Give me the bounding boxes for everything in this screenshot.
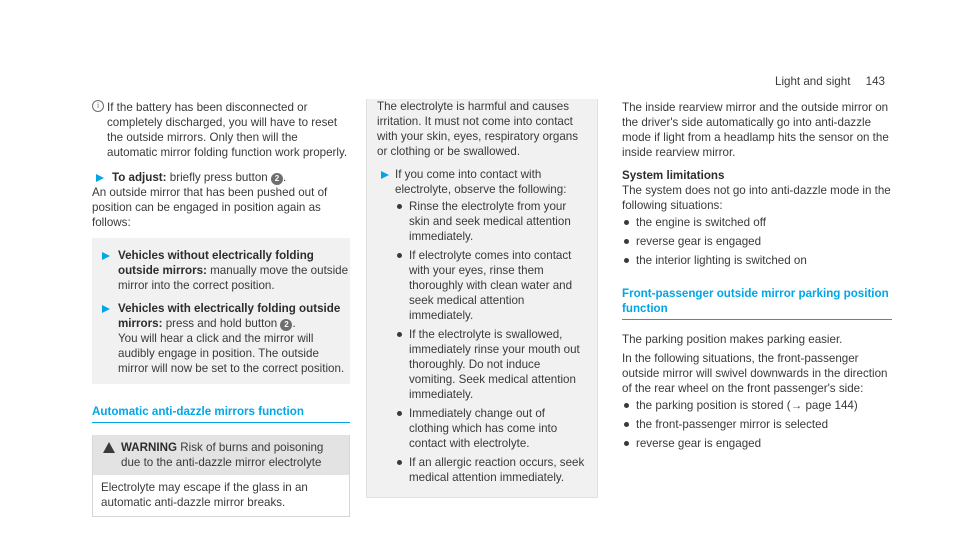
button-2-badge: 2 (271, 173, 283, 185)
anti-dazzle-intro: The inside rearview mirror and the outside mirror on the driver's side automatically go into anti-dazzle mode if light from a headlamp hits the sensor on the inside rearview mirror. (622, 101, 889, 159)
warning-body: Electrolyte may escape if the glass in an automatic anti-dazzle mirror breaks. (101, 481, 308, 509)
no-electric-text: manually move the outside mirror into the correct position. (118, 264, 349, 292)
electric-result-text: You will hear a click and the mirror will audibly engage in position. The outside mirror will now be set to the correct position. (118, 332, 345, 375)
list-item: the interior lighting is switched on (622, 253, 892, 268)
list-item: If an allergic reaction occurs, seek medical attention immediately. (395, 455, 587, 485)
list-item: the parking position is stored (→ page 144) (622, 398, 892, 413)
no-electric-label: Vehicles without electrically folding outside mirrors: (118, 249, 314, 277)
electric-text: press and hold button (165, 317, 278, 330)
step-arrow-icon (381, 171, 389, 179)
warning-text: Risk of burns and poisoning due to the anti-dazzle mirror electrolyte (121, 441, 324, 469)
list-item: Immediately change out of clothing which has come into contact with electrolyte. (395, 406, 587, 451)
warning-continued-panel (366, 99, 598, 498)
contact-bullet-list (395, 199, 587, 485)
system-limitations-text: The system does not go into anti-dazzle mode in the following situations: (622, 184, 891, 212)
section-title: Light and sight (775, 75, 851, 88)
parking-text: In the following situations, the front-passenger outside mirror will swivel downwards in the direction of the rear wheel on the front passenger's side: (622, 352, 888, 395)
electric-period: . (292, 317, 296, 330)
contact-text: If you come into contact with electrolyte, observe the following: (395, 168, 567, 196)
to-adjust-period: . (282, 171, 287, 184)
to-adjust-text: briefly press button (169, 171, 268, 184)
warning-header (93, 435, 349, 475)
auto-anti-dazzle-heading: Automatic anti-dazzle mirrors function (92, 404, 350, 423)
step-to-adjust (92, 170, 350, 185)
step-arrow-icon (96, 174, 104, 182)
warning-box (92, 435, 350, 517)
parking-intro: The parking position makes parking easier. (622, 333, 843, 346)
list-item: If the electrolyte is swallowed, immediately rinse your mouth out thoroughly. Do not induce vomiting. Seek medical attention immediately. (395, 327, 587, 402)
warning-label: WARNING (121, 441, 178, 454)
step-contact (377, 167, 587, 485)
list-item: the engine is switched off (622, 215, 892, 230)
list-item: reverse gear is engaged (622, 234, 892, 249)
list-item: reverse gear is engaged (622, 436, 892, 451)
step-electric (98, 301, 350, 376)
info-note (92, 100, 350, 160)
column-2 (366, 100, 598, 498)
to-adjust-label: To adjust: (112, 171, 167, 184)
electrolyte-intro: The electrolyte is harmful and causes irritation. It must not come into contact with your skin, eyes, respiratory organs or clothing or be swallowed. (377, 100, 579, 158)
info-icon: i (92, 100, 104, 112)
info-note-text: If the battery has been disconnected or completely discharged, you will have to reset the outside mirrors. Only then will the automatic mirror folding function work properly. (107, 101, 348, 159)
list-item: the front-passenger mirror is selected (622, 417, 892, 432)
warning-triangle-icon (103, 442, 115, 453)
list-item: If electrolyte comes into contact with your eyes, rinse them thoroughly with clean water and seek medical attention immediately. (395, 248, 587, 323)
page-header (775, 74, 885, 89)
parking-position-heading: Front-passenger outside mirror parking position function (622, 286, 892, 320)
list-item: Rinse the electrolyte from your skin and seek medical attention immediately. (395, 199, 587, 244)
instructions-panel (92, 238, 350, 384)
column-1 (92, 100, 350, 517)
electric-label: Vehicles with electrically folding outside mirrors: (118, 302, 341, 330)
page-number: 143 (865, 75, 885, 88)
button-2-badge: 2 (280, 319, 292, 331)
step-no-electric (98, 248, 350, 293)
step-arrow-icon (102, 305, 110, 313)
parking-list (622, 398, 892, 451)
system-limitations-list (622, 215, 892, 268)
pushed-out-text: An outside mirror that has been pushed out of position can be engaged in position again as follows: (92, 186, 328, 229)
column-3 (622, 100, 892, 455)
step-arrow-icon (102, 252, 110, 260)
system-limitations-heading: System limitations (622, 169, 725, 182)
